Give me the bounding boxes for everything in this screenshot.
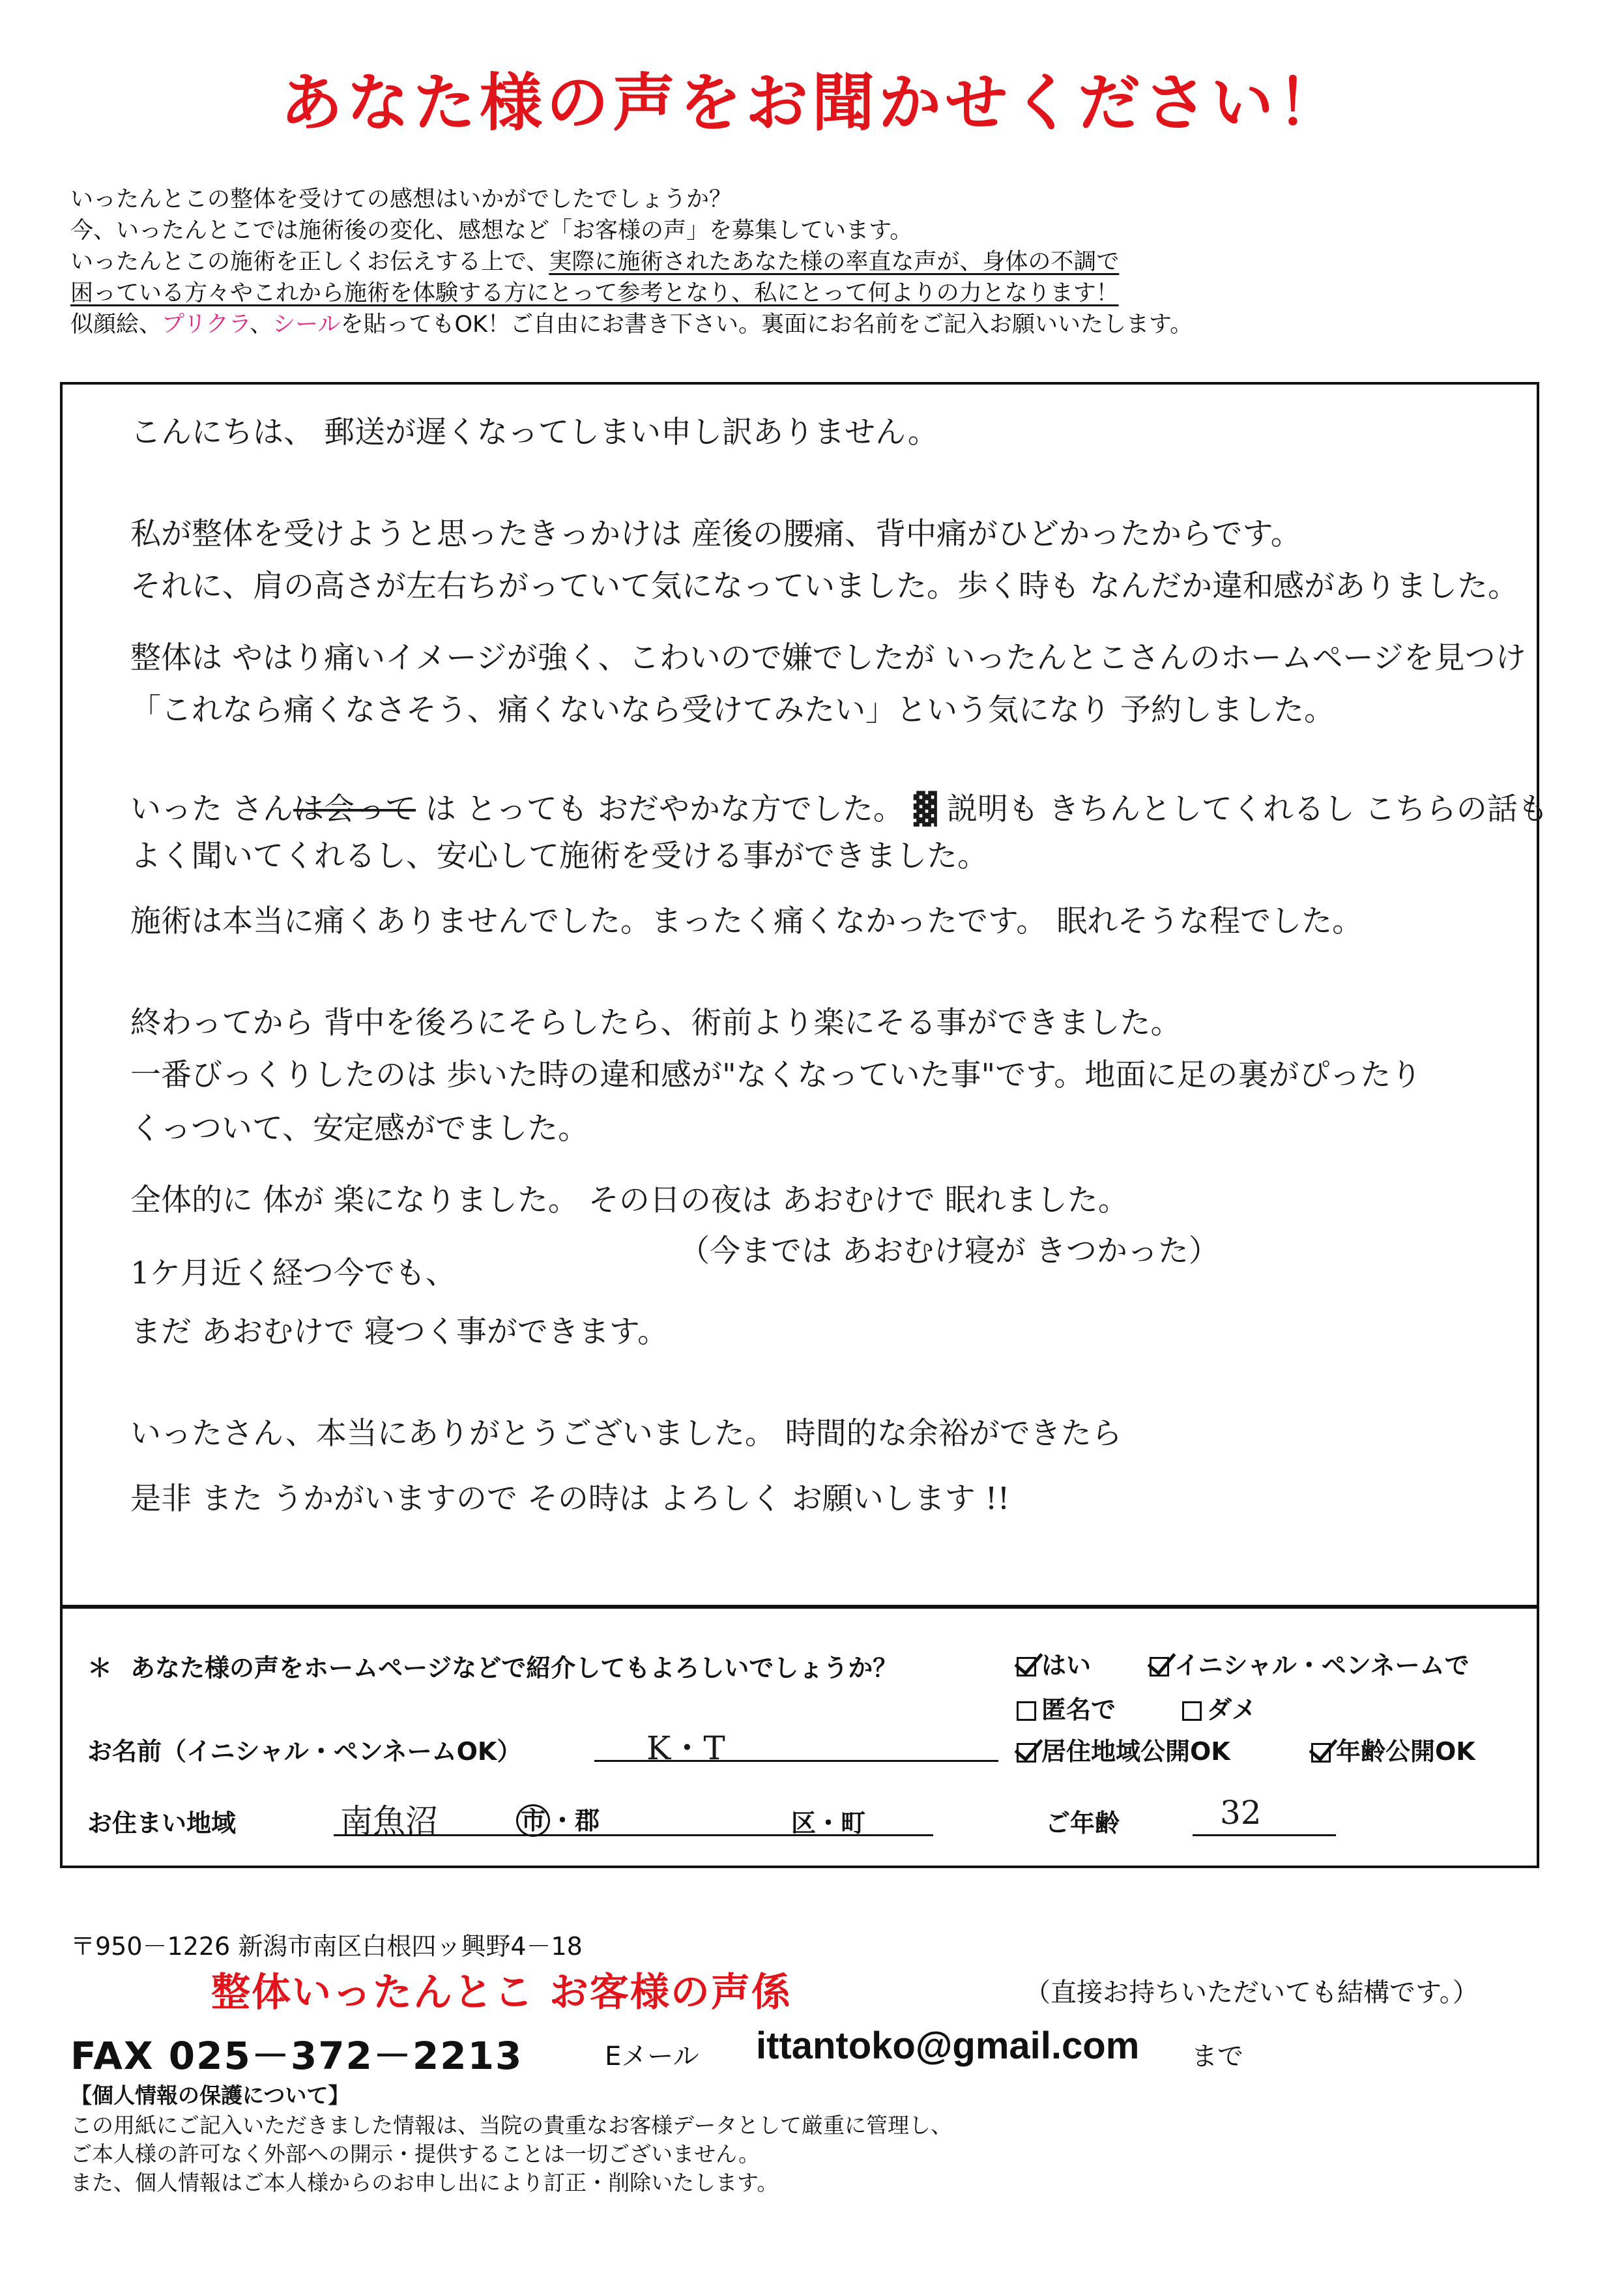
area-ku-machi: 区・町 [791,1809,866,1837]
checkbox-yes-checked[interactable] [1017,1657,1036,1676]
purikura-label: プリクラ [162,312,250,338]
letter-text-part: いった さん [130,791,293,827]
organization-name: 整体いったんとこ お客様の声係 [211,1970,792,2015]
letter-line: 全体的に 体が 楽になりました。 その日の夜は あおむけで 眠れました。 [130,1182,1129,1218]
email-suffix: まで [1191,2042,1243,2072]
age-underline [1193,1834,1336,1836]
name-value[interactable]: K・T [646,1729,725,1767]
area-value[interactable]: 南魚沼 [340,1802,438,1840]
intro-text-part: 、 [250,312,273,338]
letter-line: （今までは あおむけ寝が きつかった） [679,1233,1219,1269]
checkbox-anonymous[interactable] [1017,1701,1036,1721]
option-age-label: 年齢公開OK [1336,1737,1475,1766]
letter-line: よく聞いてくれるし、安心して施術を受ける事ができました。 [130,838,988,874]
struck-text: は会って [293,791,416,827]
consent-form [60,1607,1539,1868]
checkbox-age-checked[interactable] [1311,1743,1331,1763]
privacy-text: ご本人様の許可なく外部への開示・提供することは一切ございません。 [70,2141,760,2167]
letter-line: 一番びっくりしたのは 歩いた時の違和感が"なくなっていた事"です。地面に足の裏がぴったり [130,1057,1422,1093]
scribble-mark: ▓ [903,791,947,827]
area-label: お住まい地域 [87,1809,237,1837]
letter-line: 施術は本当に痛くありませんでした。まったく痛くなかったです。 眠れそうな程でした。 [130,903,1363,939]
fax-number: FAX 025－372－2213 [70,2034,523,2078]
email-label: Eメール [605,2042,699,2072]
privacy-text: この用紙にご記入いただきました情報は、当院の貴重なお客様データとして厳重に管理し、 [70,2113,952,2138]
privacy-title: 【個人情報の保護について】 [70,2083,350,2108]
letter-line: それに、肩の高さが左右ちがっていて気になっていました。歩く時も なんだか違和感がありました。 [130,568,1518,604]
letter-line: いったさん、本当にありがとうございました。 時間的な余裕ができたら [130,1416,1122,1452]
checkbox-no[interactable] [1182,1701,1202,1721]
letter-text-part: は とっても おだやかな方でした。 [415,791,904,827]
intro-underlined-text: 実際に施術されたあなた様の率直な声が、身体の不調で [549,249,1120,275]
age-label: ご年齢 [1045,1809,1120,1837]
area-underline [334,1834,933,1836]
option-yes[interactable] [1017,1645,1091,1681]
privacy-text: また、個人情報はご本人様からのお申し出により訂正・削除いたします。 [70,2170,779,2195]
option-anonymous-label: 匿名で [1041,1695,1116,1724]
letter-line: 終わってから 背中を後ろにそらしたら、術前より楽にそる事ができました。 [130,1005,1182,1041]
age-value[interactable]: 32 [1220,1794,1262,1832]
checkbox-region-checked[interactable] [1017,1743,1036,1763]
letter-line: 整体は やはり痛いイメージが強く、こわいので嫌でしたが いったんとこさんのホームページを見つけ [130,640,1526,676]
option-no[interactable] [1182,1690,1256,1725]
gun-label: ・郡 [550,1806,600,1835]
option-region-label: 居住地域公開OK [1041,1737,1230,1766]
letter-line: 1ケ月近く経つ今でも、 [130,1255,456,1291]
intro-text [70,184,1569,340]
letter-line: 是非 また うかがいますので その時は よろしく お願いします !! [130,1481,1010,1517]
consent-question: あなた様の声をホームページなどで紹介してもよろしいでしょうか？ [130,1654,898,1682]
option-initial[interactable] [1150,1645,1470,1681]
letter-line: まだ あおむけで 寝つく事ができます。 [130,1314,669,1350]
intro-underlined-line: 困っている方々やこれから施術を体験する方にとって参考となり、私にとって何よりの力となります！ [70,280,1119,306]
option-yes-label: はい [1041,1651,1092,1680]
intro-text-part: 似顔絵、 [70,312,162,338]
option-age[interactable] [1311,1731,1475,1767]
postal-address: 〒950－1226 新潟市南区白根四ッ興野4－18 [70,1932,583,1961]
page-title: あなた様の声をお聞かせください！ [280,66,1344,139]
handwritten-letter [60,382,1548,1607]
intro-line: 今、いったんとこでは施術後の変化、感想など「お客様の声」を募集しています。 [70,218,913,244]
intro-line: いったんとこの整体を受けての感想はいかがでしたでしょうか？ [70,186,732,212]
sticker-label: シール [272,312,341,338]
intro-line [70,309,1569,340]
asterisk-mark: ＊ [87,1654,113,1682]
option-anonymous[interactable] [1017,1690,1116,1725]
option-region[interactable] [1017,1731,1230,1767]
option-initial-label: イニシャル・ペンネームで [1174,1651,1470,1680]
checkbox-initial-checked[interactable] [1150,1657,1169,1676]
letter-line: 「これなら痛くなさそう、痛くないなら受けてみたい」という気になり 予約しました。 [130,692,1335,728]
delivery-note: （直接お持ちいただいても結構です。） [1024,1978,1479,2008]
letter-line: くっついて、安定感がでました。 [130,1111,589,1147]
letter-line: 私が整体を受けようと思ったきっかけは 産後の腰痛、背中痛がひどかったからです。 [130,516,1301,552]
intro-text-part: いったんとこの施術を正しくお伝えする上で、 [70,249,549,275]
name-label: お名前（イニシャル・ペンネームOK） [87,1737,522,1766]
area-city-gun [516,1800,600,1837]
letter-text-part: 説明も きちんとしてくれるし こちらの話も [946,791,1548,827]
name-underline [594,1760,998,1762]
intro-text-part: を貼ってもOK！ご自由にお書き下さい。裏面にお名前をご記入お願いいたします。 [340,312,1193,338]
letter-line [130,785,1548,828]
letter-line: こんにちは、 郵送が遅くなってしまい申し訳ありません。 [130,415,938,450]
intro-line [70,246,1569,278]
option-no-label: ダメ [1207,1695,1257,1724]
email-address[interactable]: ittantoko@gmail.com [756,2025,1140,2067]
city-circled: 市 [516,1804,550,1837]
